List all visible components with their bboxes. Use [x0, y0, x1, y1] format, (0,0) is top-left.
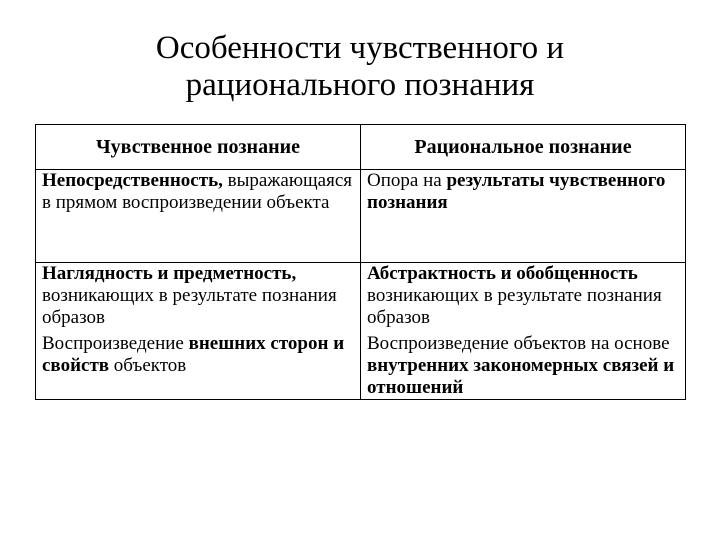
term-visuality: Наглядность и предметность, [42, 263, 297, 284]
description-text: Воспроизведение [42, 333, 189, 354]
header-sensory-cognition: Чувственное познание [36, 125, 361, 170]
header-rational-cognition: Рациональное познание [361, 125, 686, 170]
term-external-sides: внешних сторон и свойств [42, 333, 345, 376]
sensory-reproduction-block [42, 333, 354, 377]
cell-rational-reliance [361, 170, 686, 263]
description-text: объектов [109, 355, 187, 376]
table-row [36, 263, 686, 400]
slide-title-line-2: рационального познания [185, 67, 535, 103]
sensory-visuality-block [42, 263, 354, 329]
table-row [36, 170, 686, 263]
cell-sensory-features [36, 263, 361, 400]
comparison-table [35, 124, 686, 400]
term-internal-relations: внутренних закономерных связей и отношений [367, 355, 675, 398]
slide-title-line-1: Особенности чувственного и [155, 30, 565, 66]
description-text: возникающих в результате познания образов [367, 285, 662, 328]
slide-title [0, 30, 720, 104]
rational-abstractness-block [367, 263, 679, 329]
description-text: возникающих в результате познания образов [42, 285, 337, 328]
cell-sensory-immediacy [36, 170, 361, 263]
description-text: выражающаяся в прямом воспроизведении объекта [42, 170, 353, 213]
term-abstractness: Абстрактность и обобщенность [367, 263, 638, 284]
cell-rational-features [361, 263, 686, 400]
description-text: Воспроизведение объектов на основе [367, 333, 670, 354]
term-sensory-results: результаты чувственного познания [367, 170, 666, 213]
rational-reproduction-block [367, 333, 679, 399]
term-immediacy: Непосредственность, [42, 170, 223, 191]
description-text: Опора на [367, 170, 447, 191]
table-header-row [36, 125, 686, 170]
